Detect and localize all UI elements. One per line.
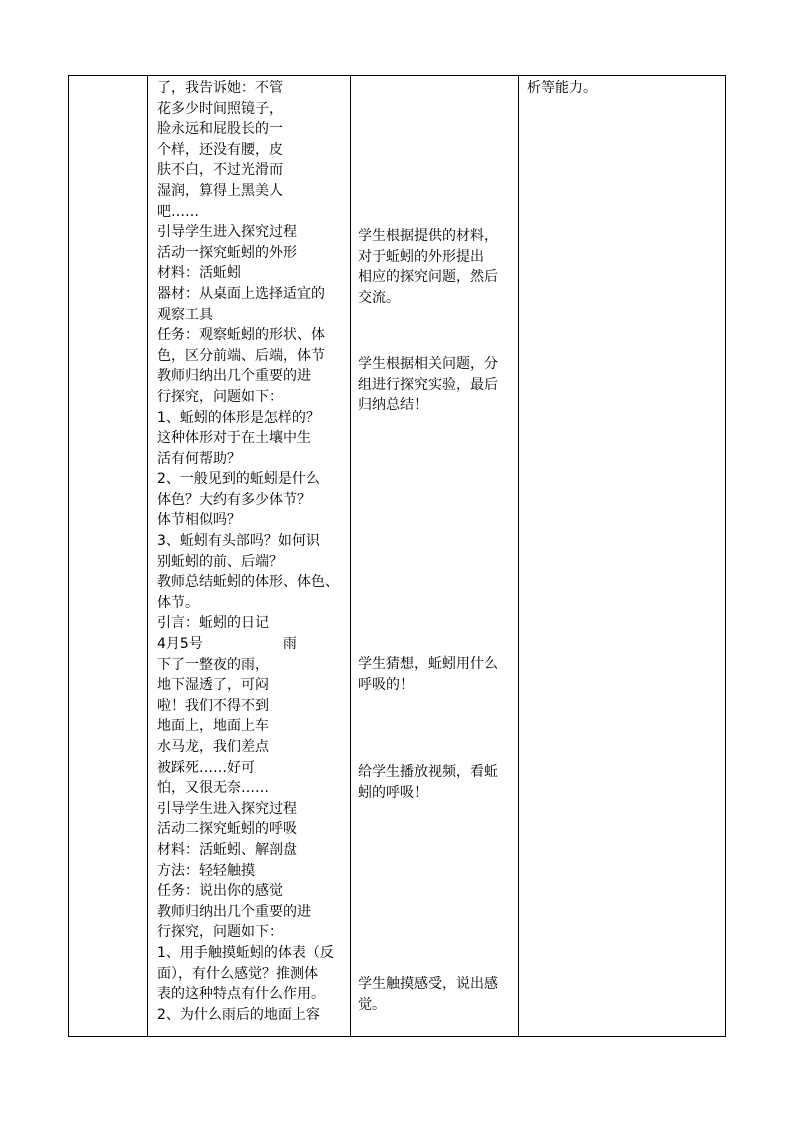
text-line: 水马龙，我们差点: [157, 739, 269, 755]
text-line: 组进行探究实验，最后: [358, 376, 498, 393]
text-line: 色，区分前端、后端，体节: [157, 347, 325, 364]
text-line: 活有何帮助？: [157, 450, 241, 467]
text-line: 体色？大约有多少体节？: [157, 491, 311, 508]
text-line: 相应的探究问题，然后: [358, 269, 498, 286]
text-line: 教师归纳出几个重要的进: [157, 368, 311, 385]
text-line: 这种体形对于在土壤中生: [157, 430, 311, 447]
text-line: 被踩死……好可: [157, 759, 255, 776]
text-line: 析等能力。: [527, 80, 597, 96]
text-line: 2、一般见到的蚯蚓是什么: [157, 471, 320, 488]
text-line: 活动一探究蚯蚓的外形: [157, 244, 297, 261]
text-line: 面），有什么感觉？推测体: [157, 965, 318, 982]
column-divider: [518, 76, 519, 1036]
text-line: 引导学生进入探究过程: [157, 224, 297, 241]
text-line: 啦！我们不得不到: [157, 697, 269, 714]
text-line: 吧……: [157, 203, 199, 220]
text-line: 蚓的呼吸！: [358, 784, 428, 801]
text-line: 对于蚯蚓的外形提出: [358, 248, 484, 265]
text-line: 1、蚯蚓的体形是怎样的？: [157, 409, 320, 426]
text-line: 学生猜想，蚯蚓用什么: [358, 656, 498, 672]
text-line: 任务：说出你的感觉: [157, 883, 283, 900]
text-line: 行探究，问题如下：: [157, 388, 283, 405]
text-line: 行探究，问题如下：: [157, 924, 283, 941]
student-activity-block: [358, 226, 518, 308]
text-line: 交流。: [358, 289, 400, 306]
student-activity-block: [358, 974, 518, 1015]
text-line: 任务：观察蚯蚓的形状、体: [157, 327, 325, 344]
text-line: 下了一整夜的雨，: [157, 656, 269, 673]
text-line: 花多少时间照镜子，: [157, 100, 283, 117]
text-line: 怕，又很无奈……: [157, 780, 269, 797]
text-line: 1、用手触摸蚯蚓的体表（反: [157, 944, 334, 961]
text-line: 觉。: [358, 996, 386, 1013]
text-line: 了，我告诉她：不管: [157, 80, 283, 96]
text-line: 4月5号 雨: [157, 636, 297, 653]
text-line: 表的这种特点有什么作用。: [157, 986, 325, 1003]
text-line: 引言：蚯蚓的日记: [157, 615, 269, 632]
teacher-activity-column: [157, 78, 339, 1025]
text-line: 观察工具: [157, 306, 213, 323]
text-line: 地面上，地面上车: [157, 718, 269, 735]
text-line: 学生根据相关问题，分: [358, 356, 498, 372]
student-activity-block: [358, 654, 518, 695]
text-line: 教师总结蚯蚓的体形、体色、: [157, 574, 339, 591]
text-line: 肤不白，不过光滑而: [157, 162, 283, 179]
column-divider: [147, 76, 148, 1036]
column-divider: [350, 76, 351, 1036]
text-line: 地下湿透了，可闷: [157, 677, 269, 694]
text-line: 方法：轻轻触摸: [157, 862, 255, 879]
text-line: 别蚯蚓的前、后端？: [157, 553, 283, 570]
text-line: 教师归纳出几个重要的进: [157, 903, 311, 920]
text-line: 2、为什么雨后的地面上容: [157, 1006, 320, 1023]
text-line: 归纳总结！: [358, 397, 428, 414]
text-line: 呼吸的！: [358, 676, 414, 693]
student-activity-block: [358, 762, 518, 803]
text-line: 材料：活蚯蚓、解剖盘: [157, 841, 297, 858]
text-line: 活动二探究蚯蚓的呼吸: [157, 821, 297, 838]
text-line: 引导学生进入探究过程: [157, 800, 297, 817]
text-line: 个样，还没有腰，皮: [157, 141, 283, 158]
text-line: 湿润，算得上黑美人: [157, 182, 283, 199]
lesson-table: [68, 75, 726, 1037]
text-line: 学生根据提供的材料，: [358, 228, 498, 244]
text-line: 体节相似吗？: [157, 512, 241, 529]
design-intent-column: [527, 78, 597, 99]
text-line: 材料：活蚯蚓: [157, 265, 241, 282]
text-line: 3、蚯蚓有头部吗？如何识: [157, 533, 320, 550]
student-activity-block: [358, 354, 518, 416]
text-line: 体节。: [157, 594, 199, 611]
text-line: 给学生播放视频，看蚯: [358, 764, 498, 780]
text-line: 器材：从桌面上选择适宜的: [157, 285, 325, 302]
text-line: 脸永远和屁股长的一: [157, 121, 283, 138]
text-line: 学生触摸感受，说出感: [358, 976, 498, 992]
